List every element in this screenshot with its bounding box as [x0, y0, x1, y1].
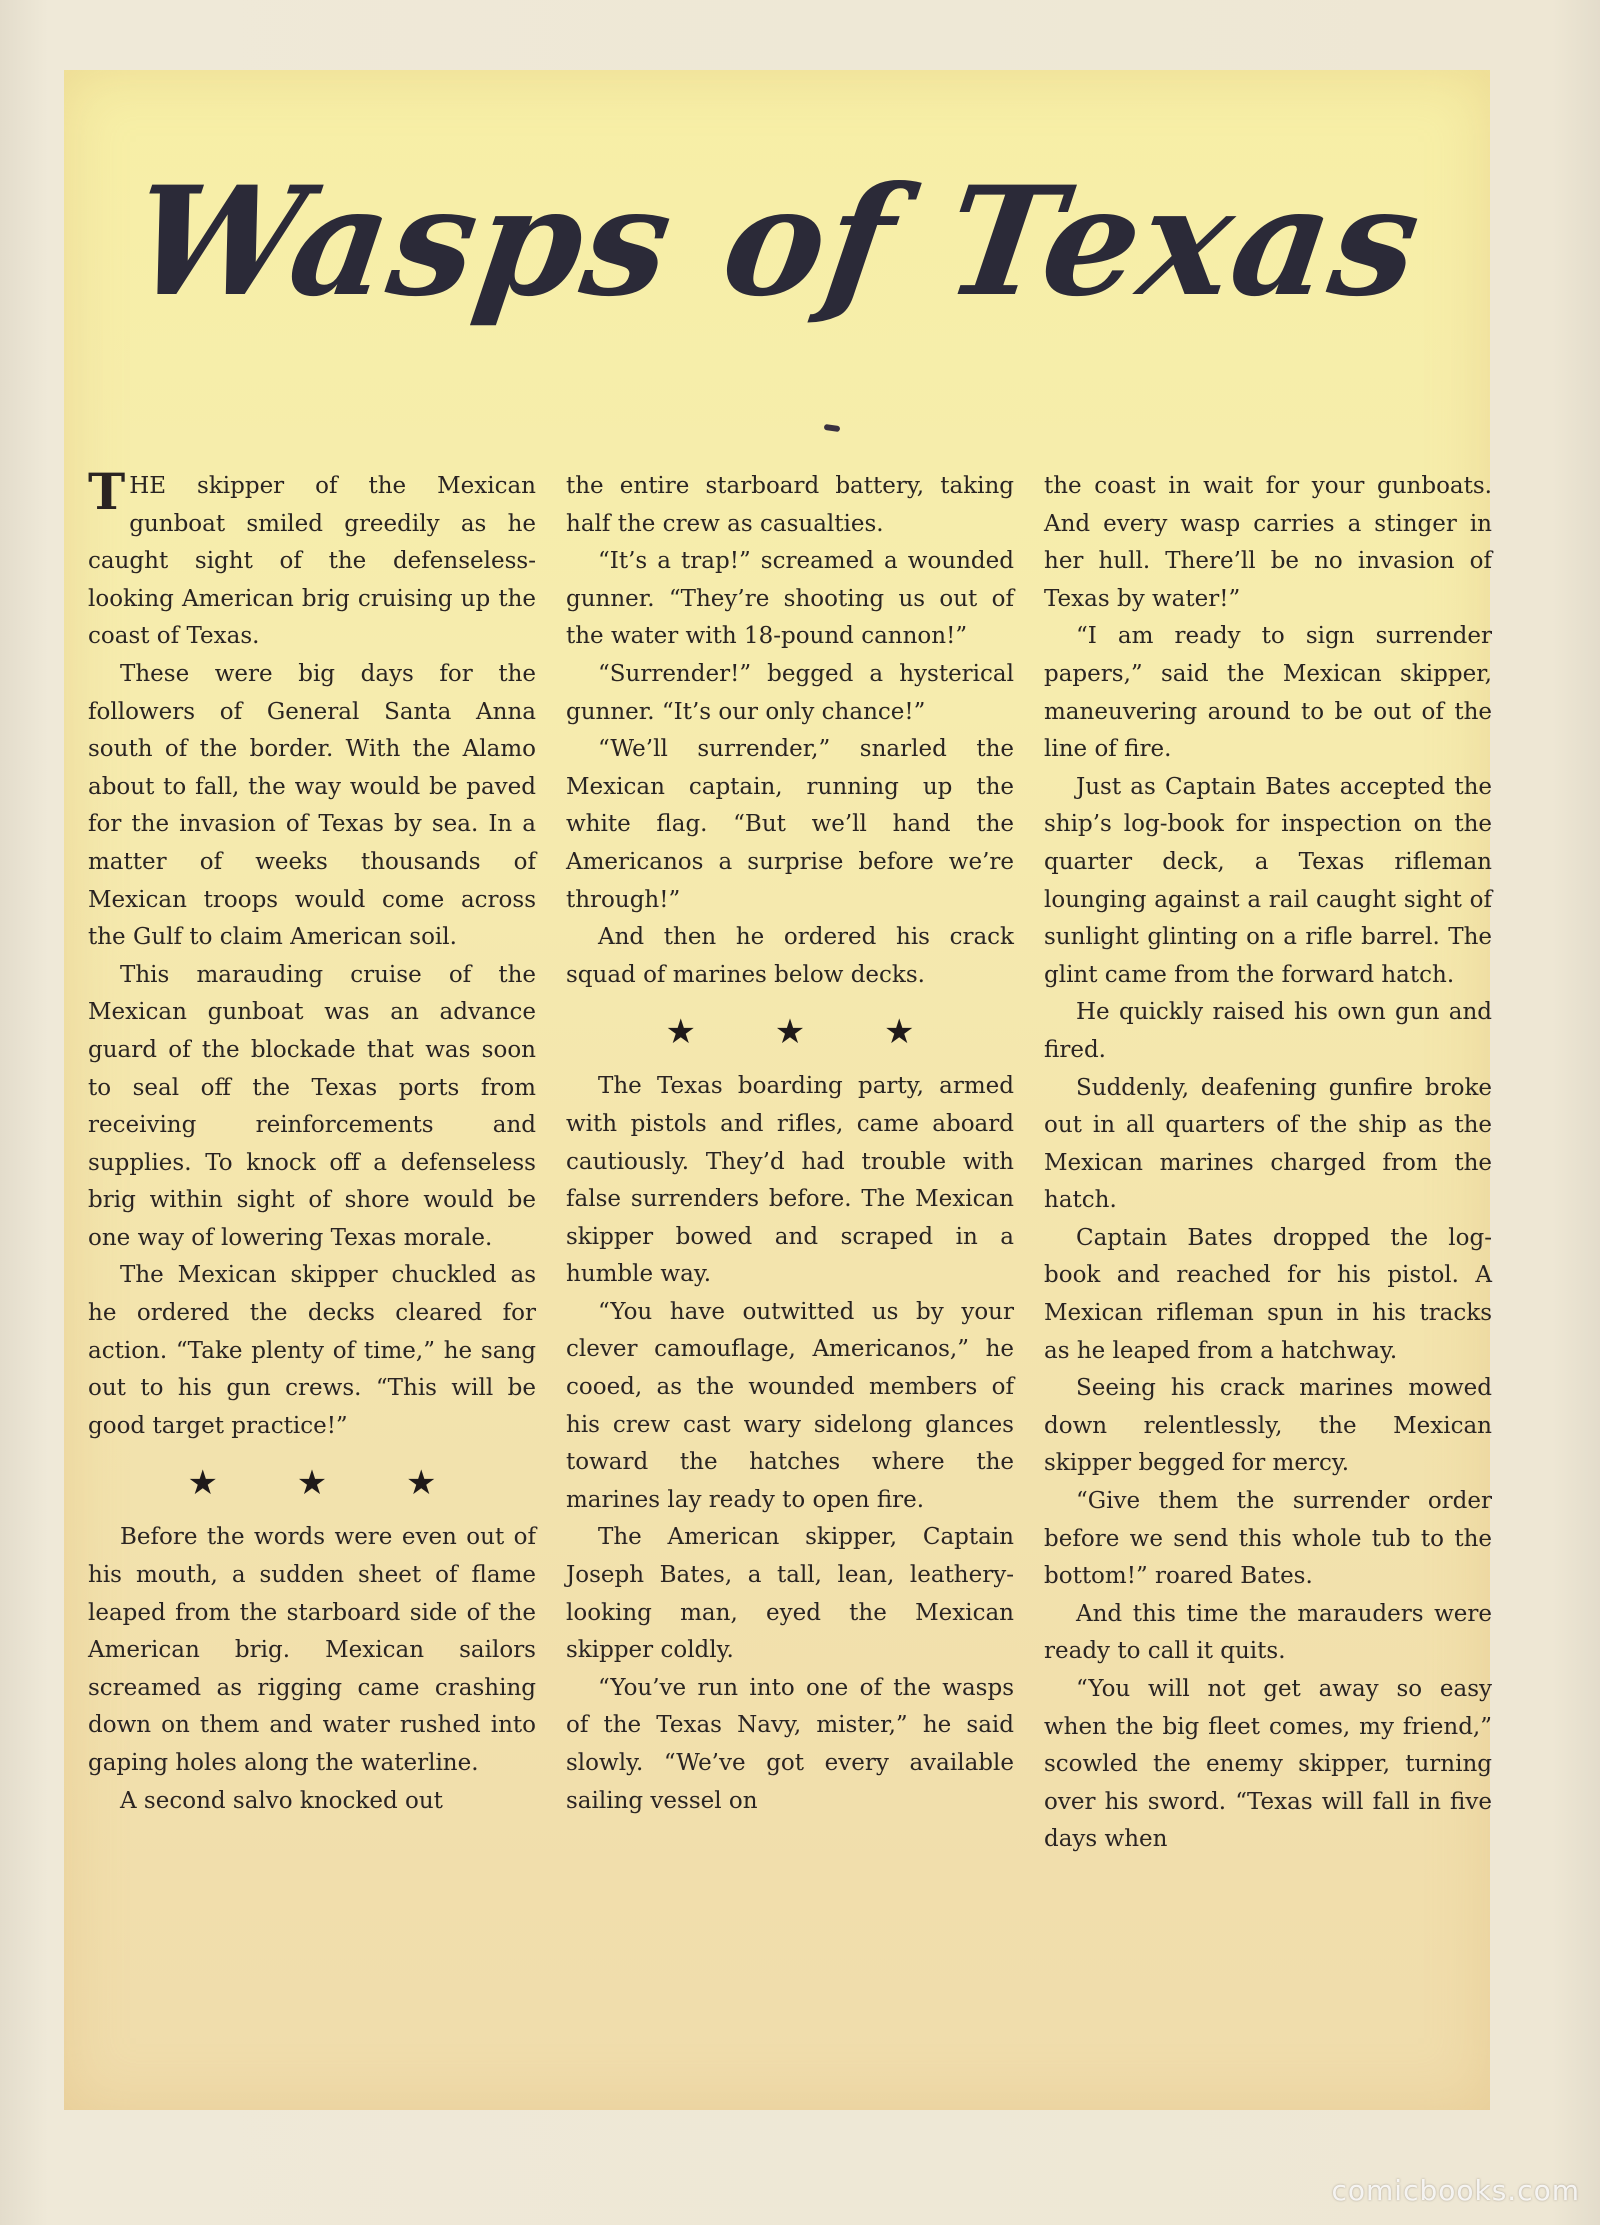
- paragraph: A second salvo knocked out: [120, 1787, 443, 1814]
- paragraph: And this time the marauders were ready to call it quits.: [1044, 1600, 1492, 1665]
- paragraph: This marauding cruise of the Mexican gunboat was an advance guard of the blockade that was soon to seal off the Texas ports from receiving reinforcements and supplies. To knock off a defenseless brig within sight of shore would be one way of lowering Texas morale.: [88, 961, 536, 1251]
- paragraph: Before the words were even out of his mouth, a sudden sheet of flame leaped from the starboard side of the American brig. Mexican sailors screamed as rigging came crashing down on them and water rushed into gaping holes along the waterline.: [88, 1524, 536, 1776]
- paragraph: “Surrender!” begged a hysterical gunner. “It’s our only chance!”: [566, 660, 1014, 725]
- paragraph: “I am ready to sign surrender papers,” said the Mexican skipper, maneuvering around to be out of the line of fire.: [1044, 623, 1492, 763]
- column-1: [88, 462, 536, 2068]
- paragraph: “It’s a trap!” screamed a wounded gunner. “They’re shooting us out of the water with 18-pound cannon!”: [566, 548, 1014, 650]
- paragraph: Just as Captain Bates accepted the ship’s log-book for inspection on the quarter deck, a Texas rifleman lounging against a rail caught sight of sunlight glinting on a rifle barrel. The glint came from the forward hatch.: [1044, 773, 1492, 988]
- paragraph: Suddenly, deafening gunfire broke out in all quarters of the ship as the Mexican marines charged from the hatch.: [1044, 1074, 1492, 1214]
- paragraph: Captain Bates dropped the log-book and reached for his pistol. A Mexican rifleman spun in his tracks as he leaped from a hatchway.: [1044, 1224, 1492, 1364]
- paragraph: “We’ll surrender,” snarled the Mexican captain, running up the white flag. “But we’ll hand the Americanos a surprise before we’re through!”: [566, 736, 1014, 913]
- paragraph: And then he ordered his crack squad of marines below decks.: [566, 924, 1014, 988]
- column-3: [1044, 468, 1492, 2068]
- paragraph: “Give them the surrender order before we send this whole tub to the bottom!” roared Bates.: [1044, 1488, 1492, 1590]
- paragraph: THE skipper of the Mexican gunboat smiled greedily as he caught sight of the defenseless-looking American brig cruising up the coast of Texas.: [88, 462, 536, 650]
- column-2: [566, 468, 1014, 2068]
- paragraph: The Texas boarding party, armed with pistols and rifles, came aboard cautiously. They’d had trouble with false surrenders before. The Mexican skipper bowed and scraped in a humble way.: [566, 1073, 1014, 1288]
- paragraph: He quickly raised his own gun and fired.: [1044, 999, 1492, 1063]
- drop-cap: T: [88, 462, 126, 521]
- paragraph: “You will not get away so easy when the big fleet comes, my friend,” scowled the enemy skipper, turning over his sword. “Texas will fall in five days when: [1044, 1676, 1492, 1853]
- paragraph: “You have outwitted us by your clever camouflage, Americanos,” he cooed, as the wounded members of his crew cast wary sidelong glances toward the hatches where the marines lay ready to open fire.: [566, 1298, 1014, 1513]
- site-watermark: comicbooks.com: [1331, 2174, 1580, 2207]
- paragraph: the entire starboard battery, taking half the crew as casualties.: [566, 473, 1014, 537]
- paragraph: These were big days for the followers of General Santa Anna south of the border. With the Alamo about to fall, the way would be paved for the invasion of Texas by sea. In a matter of weeks thousands of Mexican troops would come across the Gulf to claim American soil.: [88, 660, 536, 951]
- paragraph: Seeing his crack marines mowed down relentlessly, the Mexican skipper begged for mercy.: [1044, 1375, 1492, 1477]
- paragraph: “You’ve run into one of the wasps of the Texas Navy, mister,” he said slowly. “We’ve got every available sailing vessel on: [566, 1674, 1014, 1814]
- paragraph: The Mexican skipper chuckled as he ordered the decks cleared for action. “Take plenty of time,” he sang out to his gun crews. “This will be good target practice!”: [88, 1262, 536, 1439]
- ink-mark: [824, 424, 841, 432]
- story-page: [64, 70, 1490, 2110]
- section-break-stars: ★ ★ ★: [187, 1463, 471, 1504]
- section-break-stars: ★ ★ ★: [665, 1012, 949, 1053]
- paragraph: The American skipper, Captain Joseph Bates, a tall, lean, leathery-looking man, eyed the Mexican skipper coldly.: [566, 1524, 1014, 1664]
- paragraph: the coast in wait for your gunboats. And every wasp carries a stinger in her hull. There’ll be no invasion of Texas by water!”: [1044, 473, 1492, 612]
- story-title: Wasps of Texas: [122, 154, 1432, 330]
- text-columns: [84, 462, 1492, 2068]
